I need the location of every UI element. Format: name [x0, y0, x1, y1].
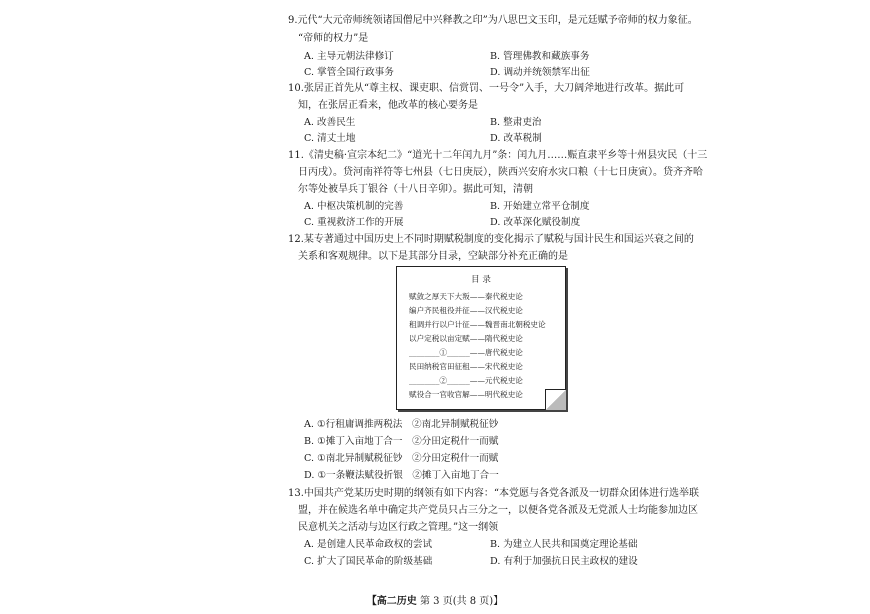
q10-option-c[interactable]: C. 清丈土地 — [304, 133, 356, 144]
q11-option-d[interactable]: D. 改革深化赋役制度 — [490, 217, 581, 228]
q9-option-c[interactable]: C. 掌管全国行政事务 — [304, 67, 394, 78]
table-of-contents-figure — [396, 266, 566, 410]
toc-row: 民田纳税官田征租——宋代税史论 — [409, 362, 523, 371]
q9-option-a[interactable]: A. 主导元朝法律修订 — [304, 51, 394, 62]
q11-option-b[interactable]: B. 开始建立常平仓制度 — [490, 201, 590, 212]
q13-stem-line-3: 民意机关之活动与边区行政之管理。”这一纲领 — [298, 522, 499, 533]
q13-option-c[interactable]: C. 扩大了国民革命的阶级基础 — [304, 556, 433, 567]
q10-option-d[interactable]: D. 改革税制 — [490, 133, 542, 144]
q11-option-c[interactable]: C. 重视救济工作的开展 — [304, 217, 404, 228]
q9-option-b[interactable]: B. 管理佛教和藏族事务 — [490, 51, 590, 62]
toc-sheet — [396, 266, 566, 410]
toc-row-blank-1: ________①______——唐代税史论 — [409, 348, 523, 357]
q12-stem-line-1: 12.某专著通过中国历史上不同时期赋税制度的变化揭示了赋税与国计民生和国运兴衰之间的 — [288, 234, 694, 245]
q10-stem-line-1: 10.张居正首先从“尊主权、课吏职、信赏罚、一号令”入手，大刀阔斧地进行改革。据此可 — [288, 83, 685, 94]
toc-title: 目 录 — [471, 275, 491, 285]
page-footer — [0, 597, 870, 607]
toc-row: 租调并行以户计征——魏晋南北朝税史论 — [409, 320, 546, 329]
q9-stem-line-2: “帝师的权力”是 — [298, 33, 369, 44]
q9-option-d[interactable]: D. 调动并统领禁军出征 — [490, 67, 590, 78]
q13-stem-line-1: 13.中国共产党某历史时期的纲领有如下内容：“本党愿与各党各派及一切群众团体进行选举联 — [288, 488, 700, 499]
q12-option-c[interactable]: C. ①南北异制赋税征钞 ②分田定税什一而赋 — [304, 453, 499, 464]
toc-row: 编户齐民租役并征——汉代税史论 — [409, 306, 523, 315]
q13-stem-line-2: 盟，并在候选名单中确定共产党员只占三分之一，以便各党各派及无党派人士均能参加边区 — [298, 505, 698, 516]
q12-option-b[interactable]: B. ①摊丁入亩地丁合一 ②分田定税什一而赋 — [304, 436, 499, 447]
toc-row: 以户定税以亩定赋——隋代税史论 — [409, 334, 523, 343]
q13-option-d[interactable]: D. 有利于加强抗日民主政权的建设 — [490, 556, 638, 567]
q11-option-a[interactable]: A. 中枢决策机制的完善 — [304, 201, 404, 212]
toc-row-blank-2: ________②______——元代税史论 — [409, 376, 523, 385]
q9-stem-line-1: 9.元代“大元帝师统领诸国僧尼中兴释教之印”为八思巴文玉印，是元廷赋予帝师的权力象征。 — [288, 15, 698, 26]
toc-row: 赋役合一官收官解——明代税史论 — [409, 390, 523, 399]
q12-stem-line-2: 关系和客观规律。以下是其部分目录，空缺部分补充正确的是 — [298, 251, 568, 262]
q13-option-b[interactable]: B. 为建立人民共和国奠定理论基础 — [490, 539, 638, 550]
q10-option-b[interactable]: B. 整肃吏治 — [490, 117, 542, 128]
page-curl-decoration — [545, 389, 566, 410]
q11-stem-line-2: 日丙戌）。贷河南祥符等七州县（七日庚辰），陕西兴安府水灾口粮（十七日庚寅）。贷齐齐哈 — [298, 167, 703, 178]
footer-subject: 【高二历史 — [366, 596, 417, 607]
q10-option-a[interactable]: A. 改善民生 — [304, 117, 356, 128]
toc-row: 赋敛之厚天下大叛——秦代税史论 — [409, 292, 523, 301]
q13-option-a[interactable]: A. 是创建人民革命政权的尝试 — [304, 539, 433, 550]
q12-option-d[interactable]: D. ①一条鞭法赋役折银 ②摊丁入亩地丁合一 — [304, 470, 499, 481]
footer-page-number: 第 3 页(共 8 页)】 — [419, 596, 504, 607]
q10-stem-line-2: 知，在张居正看来，他改革的核心要务是 — [298, 100, 478, 111]
q11-stem-line-3: 尔等处被旱兵丁银谷（十八日辛卯）。据此可知，清朝 — [298, 184, 533, 195]
q12-option-a[interactable]: A. ①行租庸调推两税法 ②南北异制赋税征钞 — [304, 419, 499, 430]
q11-stem-line-1: 11.《清史稿·宣宗本纪二》“道光十二年闰九月”条：闰九月……赈直隶平乡等十州县灾民（十三 — [288, 150, 708, 161]
